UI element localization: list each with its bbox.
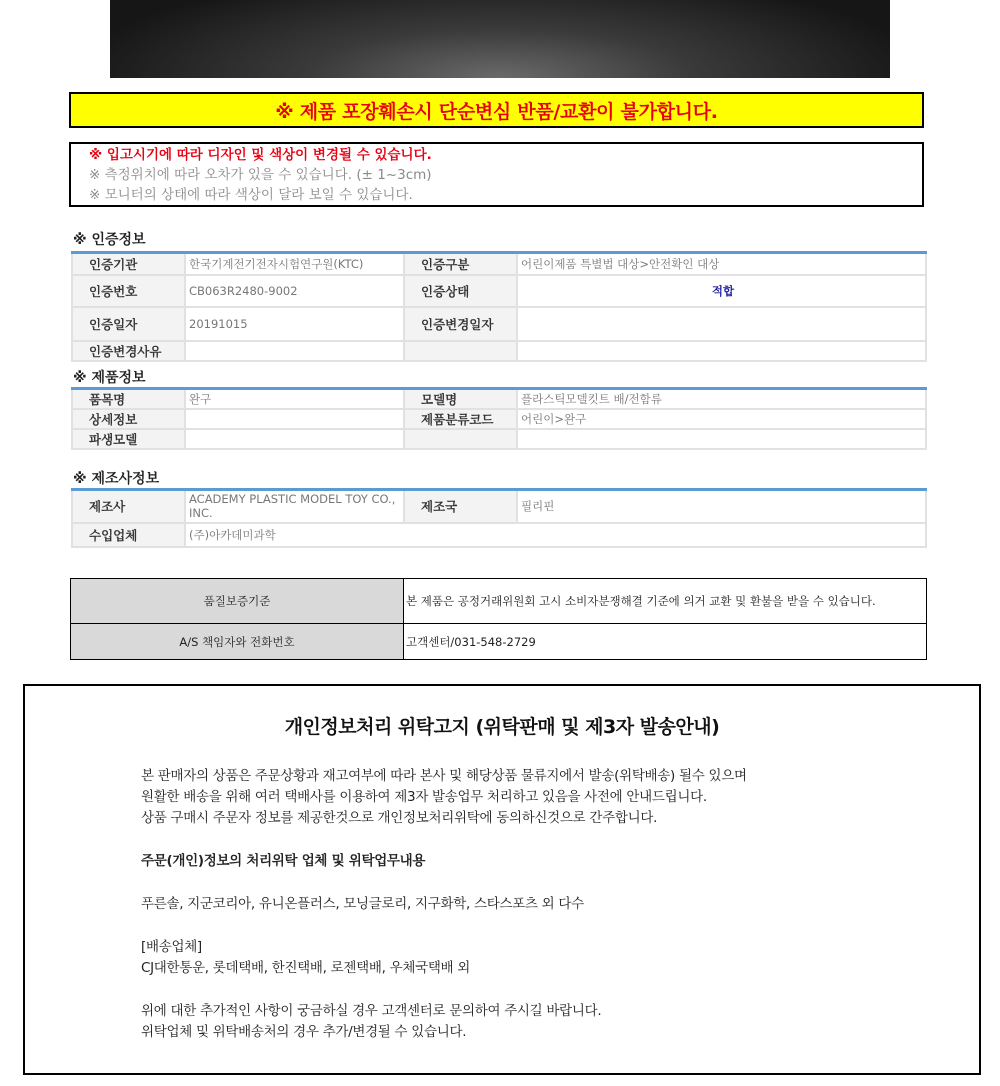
quality-as-table — [70, 578, 927, 660]
manufacturer-value: ACADEMY PLASTIC MODEL TOY CO., INC. — [185, 490, 404, 523]
privacy-notice-body — [141, 766, 747, 1043]
delivery-label: [배송업체] — [141, 939, 202, 955]
hero-banner-image — [110, 0, 890, 78]
table-row — [72, 490, 926, 523]
as-contact-value: 고객센터/031-548-2729 — [404, 624, 927, 660]
table-row — [71, 624, 927, 660]
certification-table — [71, 251, 927, 362]
cert-label: 인증일자 — [72, 307, 185, 341]
table-row — [72, 307, 926, 341]
cert-label: 인증상태 — [404, 275, 517, 307]
cert-label: 인증구분 — [404, 253, 517, 275]
section-title-manufacturer: ※ 제조사정보 — [73, 471, 160, 487]
table-row — [72, 341, 926, 361]
cert-value: CB063R2480-9002 — [185, 275, 404, 307]
privacy-intro-line: 원활한 배송을 위해 여러 택배사를 이용하여 제3자 발송업무 처리하고 있음을 사전에 안내드립니다. — [141, 789, 707, 805]
privacy-closing-line: 위탁업체 및 위탁배송처의 경우 추가/변경될 수 있습니다. — [141, 1024, 467, 1040]
quality-label: 품질보증기준 — [71, 579, 404, 624]
cert-label — [404, 341, 517, 361]
cert-label: 인증변경사유 — [72, 341, 185, 361]
manufacturer-value: 필리핀 — [517, 490, 926, 523]
table-row — [72, 409, 926, 429]
delivery-companies: CJ대한통운, 롯데택배, 한진택배, 로젠택배, 우체국택배 외 — [141, 960, 471, 976]
table-row — [72, 523, 926, 547]
cert-value: 어린이제품 특별법 대상>안전확인 대상 — [517, 253, 926, 275]
manufacturer-label: 제조국 — [404, 490, 517, 523]
quality-value: 본 제품은 공정거래위원회 고시 소비자분쟁해결 기준에 의거 교환 및 환불을 받을 수 있습니다. — [404, 579, 927, 624]
product-value: 어린이>완구 — [517, 409, 926, 429]
table-row — [72, 389, 926, 410]
notice-monitor-color: ※ 모니터의 상태에 따라 색상이 달라 보일 수 있습니다. — [89, 187, 413, 203]
cert-label: 인증기관 — [72, 253, 185, 275]
cert-label: 인증변경일자 — [404, 307, 517, 341]
notice-box — [69, 142, 924, 207]
return-warning-text: ※ 제품 포장훼손시 단순변심 반품/교환이 불가합니다. — [275, 100, 718, 123]
cert-value — [517, 341, 926, 361]
table-row — [72, 429, 926, 449]
product-value: 완구 — [185, 389, 404, 410]
product-label: 모델명 — [404, 389, 517, 410]
section-title-product: ※ 제품정보 — [73, 370, 146, 386]
notice-measurement-error: ※ 측정위치에 따라 오차가 있을 수 있습니다. (± 1~3cm) — [89, 167, 432, 183]
product-label: 품목명 — [72, 389, 185, 410]
notice-design-change: ※ 입고시기에 따라 디자인 및 색상이 변경될 수 있습니다. — [89, 147, 432, 163]
privacy-notice-title: 개인정보처리 위탁고지 (위탁판매 및 제3자 발송안내) — [284, 716, 720, 738]
privacy-subheading: 주문(개인)정보의 처리위탁 업체 및 위탁업무내용 — [141, 853, 426, 869]
privacy-closing-line: 위에 대한 추가적인 사항이 궁금하실 경우 고객센터로 문의하여 주시길 바랍니다. — [141, 1003, 602, 1019]
manufacturer-table — [71, 488, 927, 548]
cert-value — [185, 341, 404, 361]
privacy-notice-box — [23, 684, 981, 1075]
cert-value: 20191015 — [185, 307, 404, 341]
cert-status-value: 적합 — [517, 275, 926, 307]
product-label: 파생모델 — [72, 429, 185, 449]
cert-value: 한국기계전기전자시험연구원(KTC) — [185, 253, 404, 275]
table-row — [72, 275, 926, 307]
manufacturer-label: 수입업체 — [72, 523, 185, 547]
product-value — [185, 409, 404, 429]
product-value — [185, 429, 404, 449]
consignee-companies: 푸른솔, 지군코리아, 유니온플러스, 모닝글로리, 지구화학, 스타스포츠 외 다수 — [141, 896, 584, 912]
cert-value — [517, 307, 926, 341]
product-label — [404, 429, 517, 449]
cert-label: 인증번호 — [72, 275, 185, 307]
table-row — [72, 253, 926, 275]
privacy-intro-line: 본 판매자의 상품은 주문상황과 재고여부에 따라 본사 및 해당상품 물류지에서 발송(위탁배송) 될수 있으며 — [141, 768, 747, 784]
return-warning-banner — [69, 92, 924, 128]
section-title-certification: ※ 인증정보 — [73, 232, 146, 248]
product-label: 제품분류코드 — [404, 409, 517, 429]
product-label: 상세정보 — [72, 409, 185, 429]
product-value — [517, 429, 926, 449]
product-table — [71, 387, 927, 450]
importer-value: (주)아카데미과학 — [185, 523, 926, 547]
privacy-intro-line: 상품 구매시 주문자 정보를 제공한것으로 개인정보처리위탁에 동의하신것으로 간주합니다. — [141, 810, 658, 826]
table-row — [71, 579, 927, 624]
as-contact-label: A/S 책임자와 전화번호 — [71, 624, 404, 660]
manufacturer-label: 제조사 — [72, 490, 185, 523]
product-value: 플라스틱모델킷트 배/전함류 — [517, 389, 926, 410]
